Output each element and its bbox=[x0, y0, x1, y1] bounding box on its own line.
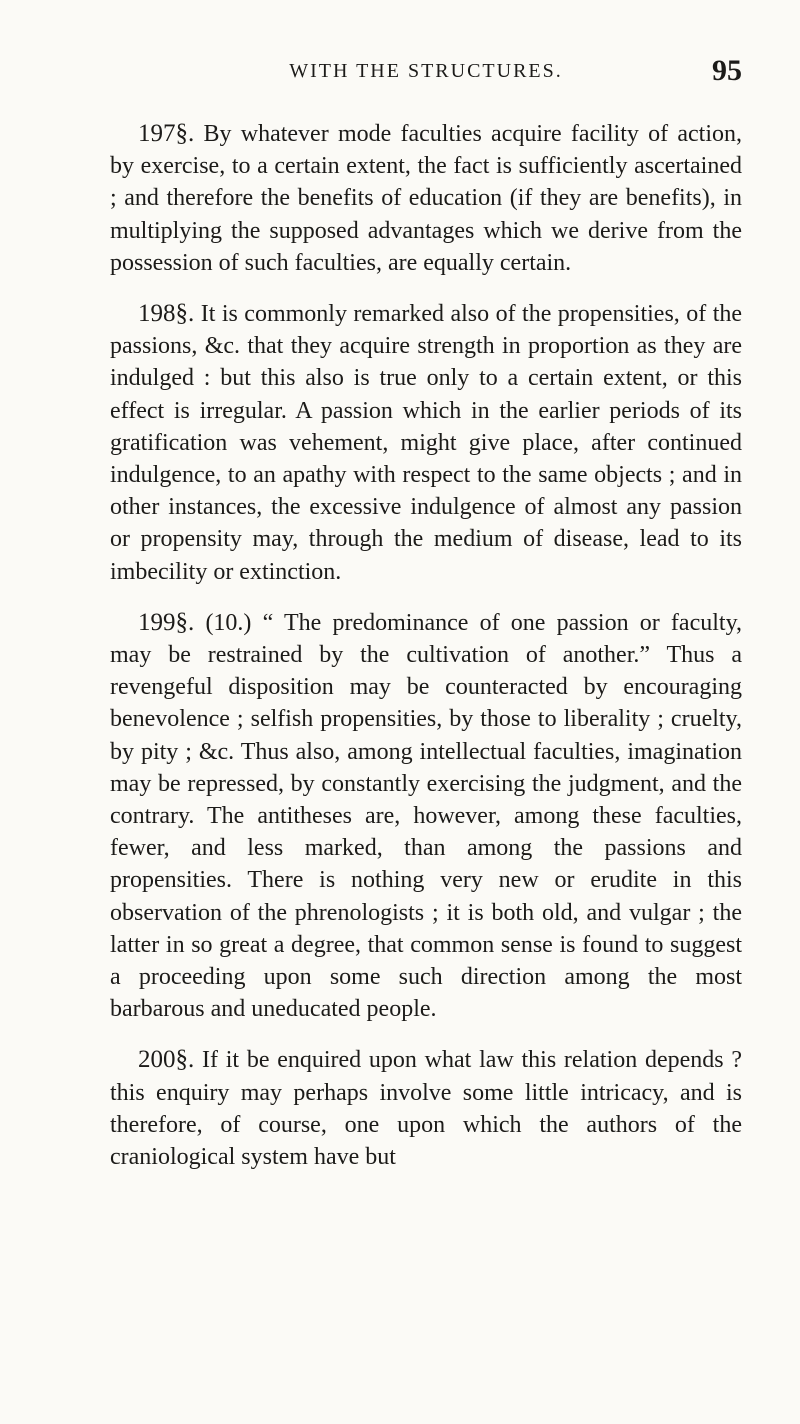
paragraph-199 bbox=[110, 607, 742, 1026]
section-number: 199§. bbox=[138, 608, 195, 636]
paragraph-198 bbox=[110, 298, 742, 588]
section-number: 200§. bbox=[138, 1046, 195, 1074]
running-head bbox=[110, 54, 742, 92]
paragraph-text: By whatever mode faculties acquire facility of action, by exercise, to a certain extent, the fact is sufficiently ascertained ; and therefore the benefits of education (if they are benefits), in multiplying the supposed advantages which we derive from the possession of such faculties, are equally certain. bbox=[110, 121, 742, 276]
paragraph-200 bbox=[110, 1044, 742, 1173]
body-text bbox=[110, 118, 742, 1173]
paragraph-text: It is commonly remarked also of the propensities, of the passions, &c. that they acquire strength in proportion as they are indulged : but this also is true only to a certain extent, or this effect is irregular. A passion which in the earlier periods of its gratification was vehement, might give place, after continued indulgence, to an apathy with respect to the same objects ; and in other instances, the excessive indulgence of almost any passion or propensity may, through the medium of disease, lead to its imbecility or extinction. bbox=[110, 301, 743, 585]
running-title: WITH THE STRUCTURES. bbox=[289, 60, 563, 82]
section-number: 198§. bbox=[138, 300, 195, 328]
section-number: 197§. bbox=[138, 120, 195, 147]
paragraph-text: If it be enquired upon what law this relation depends ? this enquiry may perhaps involve some little intricacy, and is therefore, of course, one upon which the authors of the craniological system have but bbox=[110, 1047, 743, 1171]
paragraph-text: (10.) “ The predominance of one passion or faculty, may be restrained by the cultivation of another.” Thus a revengeful disposition may be counteracted by encouraging benevolence ; selfish propensities, by those to liberality ; cruelty, by pity ; &c. Thus also, among intellectual faculties, imagination may be repressed, by constantly exercising the judgment, and the contrary. The antitheses are, however, among these faculties, fewer, and less marked, than among the passions and propensities. There is nothing very new or erudite in this observation of the phrenologists ; it is both old, and vulgar ; the latter in so great a degree, that common sense is found to suggest a proceeding upon some such direction among the most barbarous and uneducated people. bbox=[110, 609, 743, 1023]
page-number: 95 bbox=[712, 54, 742, 87]
paragraph-197 bbox=[110, 118, 742, 279]
